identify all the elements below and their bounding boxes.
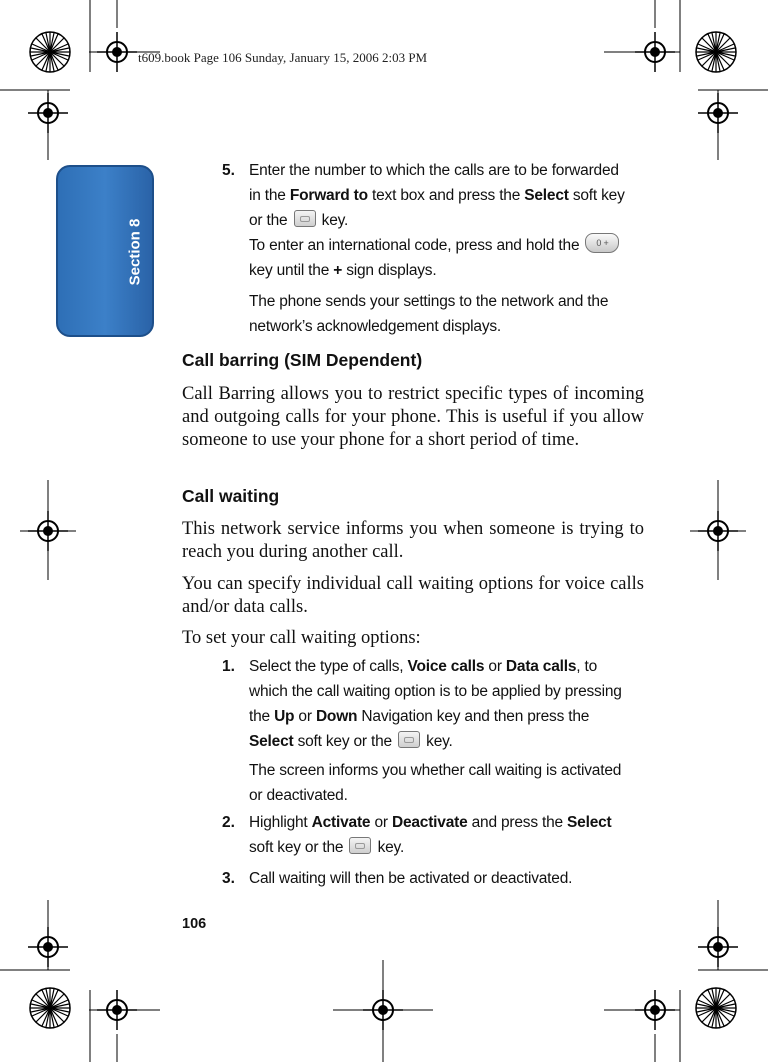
ok-key-icon <box>294 210 316 227</box>
step-number: 5. <box>222 162 235 179</box>
step-5-line: key until the + sign displays. <box>249 262 437 279</box>
print-stamp: t609.book Page 106 Sunday, January 15, 2006 2:03 PM <box>138 50 428 65</box>
step-2-line: Highlight Activate or Deactivate and press the Select <box>249 814 612 831</box>
call-waiting-para: You can specify individual call waiting options for voice calls and/or data calls. <box>182 574 644 617</box>
step-1-line: the Up or Down Navigation key and then press the <box>249 708 590 725</box>
call-waiting-heading: Call waiting <box>182 486 280 506</box>
step-1-note: or deactivated. <box>249 787 348 804</box>
step-5-line: Enter the number to which the calls are to be forwarded <box>249 162 619 179</box>
step-2-line: soft key or the key. <box>249 839 405 856</box>
call-waiting-para: To set your call waiting options: <box>182 628 421 648</box>
step-1-line: Select the type of calls, Voice calls or Data calls, to <box>249 658 598 675</box>
step-number: 1. <box>222 658 235 675</box>
step-5-text <box>249 158 649 339</box>
step-2-text <box>249 810 649 860</box>
step-1-line: Select soft key or the key. <box>249 733 453 750</box>
ok-key-icon <box>349 837 371 854</box>
step-5-note: The phone sends your settings to the network and the <box>249 293 609 310</box>
call-waiting-para: This network service informs you when someone is trying to reach you during another call. <box>182 519 644 562</box>
call-barring-body: Call Barring allows you to restrict specific types of incoming and outgoing calls for your phone. This is useful if you allow someone to use your phone for a short period of time. <box>182 384 644 450</box>
step-1-note: The screen informs you whether call waiting is activated <box>249 762 622 779</box>
step-5-line: To enter an international code, press and hold the 0 + <box>249 233 649 258</box>
step-1-text <box>249 654 649 808</box>
step-number: 3. <box>222 870 235 887</box>
step-3-text: Call waiting will then be activated or deactivated. <box>249 870 573 887</box>
page-number: 106 <box>182 916 207 932</box>
section-tab-label: Section 8 <box>126 218 144 286</box>
step-5-note: network’s acknowledgement displays. <box>249 318 502 335</box>
step-5-line: or the key. <box>249 212 349 229</box>
step-5-line: in the Forward to text box and press the Select soft key <box>249 187 625 204</box>
ok-key-icon <box>398 731 420 748</box>
zero-key-icon: 0 + <box>585 233 619 253</box>
step-1-line: which the call waiting option is to be applied by pressing <box>249 683 622 700</box>
step-number: 2. <box>222 814 235 831</box>
call-barring-heading: Call barring (SIM Dependent) <box>182 350 423 370</box>
